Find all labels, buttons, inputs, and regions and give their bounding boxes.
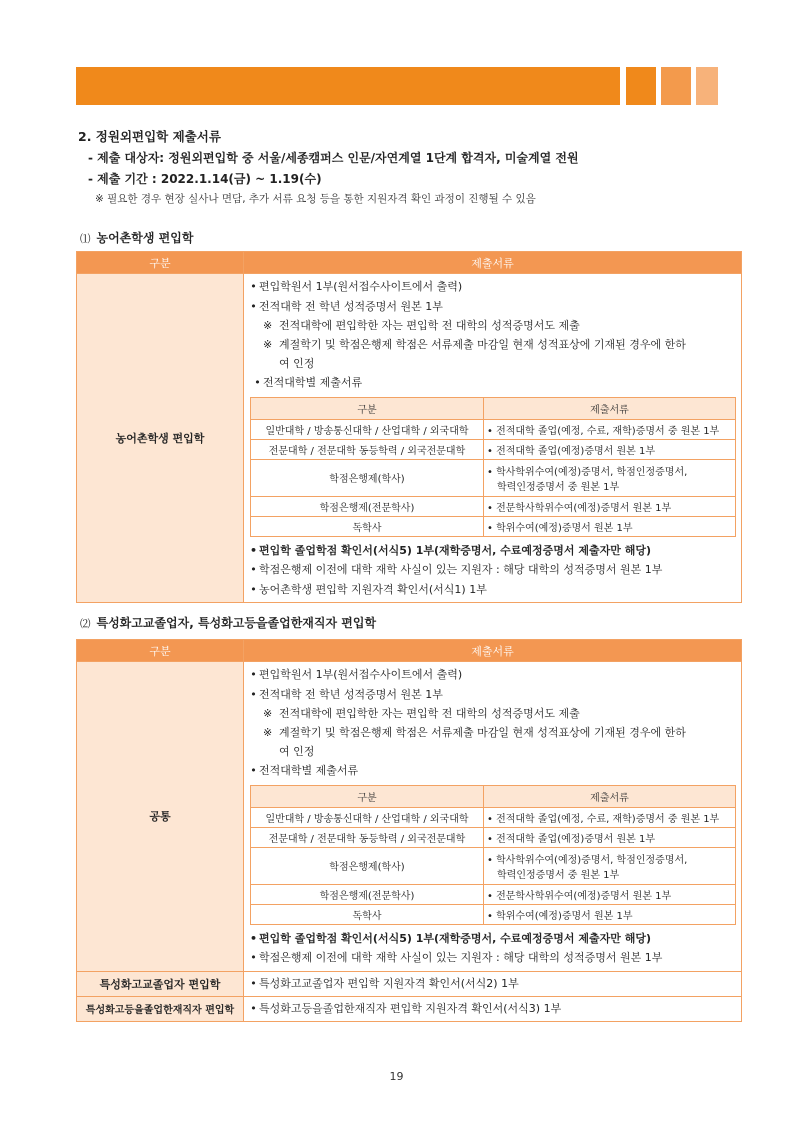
docs-cell: • 특성화고교졸업자 편입학 지원자격 확인서(서식2) 1부: [244, 971, 742, 996]
bullet-item: • 전적대학 전 학년 성적증명서 원본 1부: [250, 299, 443, 313]
header-category: 구분: [77, 640, 244, 662]
bullet-item: • 편입학 졸업학점 확인서(서식5) 1부(재학증명서, 수료예정증명서 제출자만 해당): [249, 543, 651, 557]
bullet-item: • 전적대학별 제출서류: [254, 376, 363, 389]
inner-header-docs: 제출서류: [484, 397, 736, 419]
table-row: 일반대학 / 방송통신대학 / 산업대학 / 외국대학 • 전적대학 졸업(예정, 수료, 재학)증명서 중 원본 1부: [251, 807, 736, 827]
header-banner-block: [696, 67, 718, 105]
inner-header-category: 구분: [251, 397, 484, 419]
header-docs: 제출서류: [244, 252, 742, 274]
bullet-item: • 편입학원서 1부(원서접수사이트에서 출력): [250, 280, 463, 293]
table-row: 전문대학 / 전문대학 동등학력 / 외국전문대학 • 전적대학 졸업(예정)증명서 원본 1부: [251, 439, 736, 459]
table-row: 학점은행제(학사) • 학사학위수여(예정)증명서, 학점인정증명서, 학력인정증명서 중 원본 1부: [251, 459, 736, 496]
note-item: ※ 전적대학에 편입학한 자는 편입학 전 대학의 성적증명서도 제출: [263, 707, 580, 720]
subsection-title-2: ⑵ 특성화고교졸업자, 특성화고등을졸업한재직자 편입학: [80, 616, 377, 630]
table-row: 전문대학 / 전문대학 동등학력 / 외국전문대학 • 전적대학 졸업(예정)증명서 원본 1부: [251, 827, 736, 847]
table-row: 학점은행제(전문학사) • 전문학사학위수여(예정)증명서 원본 1부: [251, 884, 736, 904]
row-label: 농어촌학생 편입학: [77, 274, 244, 603]
header-banner-block: [661, 67, 691, 105]
documents-table-2: [76, 639, 742, 1022]
subsection-title-1: ⑴ 농어촌학생 편입학: [80, 231, 194, 245]
note-item: ※ 계절학기 및 학점은행제 학점은 서류제출 마감일 현재 성적표상에 기재된 경우에 한하 여 인정: [263, 338, 686, 370]
note-line: ※ 필요한 경우 현장 실사나 면담, 추가 서류 요청 등을 통한 지원자격 확인 과정이 진행될 수 있음: [95, 193, 536, 205]
documents-table-1: [76, 251, 742, 603]
bullet-item: • 농어촌학생 편입학 지원자격 확인서(서식1) 1부: [250, 582, 487, 596]
docs-cell: [244, 662, 742, 972]
table-row: 독학사 • 학위수여(예정)증명서 원본 1부: [251, 904, 736, 924]
inner-header-docs: 제출서류: [484, 785, 736, 807]
page-number: 19: [389, 1070, 404, 1083]
school-type-table: [250, 397, 736, 537]
note-item: ※ 전적대학에 편입학한 자는 편입학 전 대학의 성적증명서도 제출: [263, 319, 580, 332]
header-category: 구분: [77, 252, 244, 274]
row-label-employed: 특성화고등을졸업한재직자 편입학: [77, 996, 244, 1021]
bullet-item: • 전적대학 전 학년 성적증명서 원본 1부: [250, 687, 443, 701]
target-line: - 제출 대상자: 정원외편입학 중 서울/세종캠퍼스 인문/자연계열 1단계 합격자, 미술계열 전원: [88, 151, 579, 165]
docs-cell: [244, 274, 742, 603]
row-label: 공통: [77, 662, 244, 972]
table-row: 독학사 • 학위수여(예정)증명서 원본 1부: [251, 516, 736, 536]
table-row: 일반대학 / 방송통신대학 / 산업대학 / 외국대학 • 전적대학 졸업(예정, 수료, 재학)증명서 중 원본 1부: [251, 419, 736, 439]
table-row: 학점은행제(전문학사) • 전문학사학위수여(예정)증명서 원본 1부: [251, 496, 736, 516]
school-type-table: [250, 785, 736, 925]
section-heading: 2. 정원외편입학 제출서류: [78, 129, 221, 144]
bullet-item: • 학점은행제 이전에 대학 재학 사실이 있는 지원자 : 해당 대학의 성적증명서 원본 1부: [250, 951, 663, 964]
table-row: 학점은행제(학사) • 학사학위수여(예정)증명서, 학점인정증명서, 학력인정증명서 중 원본 1부: [251, 847, 736, 884]
bullet-item: • 편입학 졸업학점 확인서(서식5) 1부(재학증명서, 수료예정증명서 제출자만 해당): [249, 931, 651, 945]
inner-header-category: 구분: [251, 785, 484, 807]
note-item: ※ 계절학기 및 학점은행제 학점은 서류제출 마감일 현재 성적표상에 기재된 경우에 한하 여 인정: [263, 726, 686, 758]
header-banner: [76, 67, 620, 105]
docs-cell: • 특성화고등을졸업한재직자 편입학 지원자격 확인서(서식3) 1부: [244, 996, 742, 1021]
header-banner-block: [626, 67, 656, 105]
period-line: - 제출 기간 : 2022.1.14(금) ~ 1.19(수): [88, 172, 322, 186]
row-label-specialized: 특성화고교졸업자 편입학: [77, 971, 244, 996]
bullet-item: • 편입학원서 1부(원서접수사이트에서 출력): [250, 668, 463, 681]
bullet-item: • 학점은행제 이전에 대학 재학 사실이 있는 지원자 : 해당 대학의 성적증명서 원본 1부: [250, 563, 663, 576]
bullet-item: • 전적대학별 제출서류: [250, 764, 359, 777]
header-docs: 제출서류: [244, 640, 742, 662]
